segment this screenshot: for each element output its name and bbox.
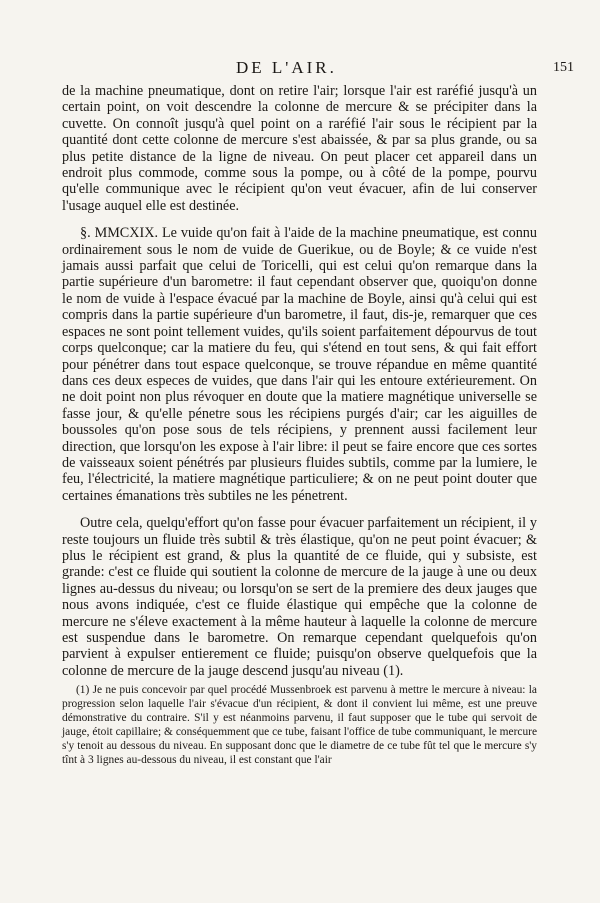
running-title: DE L'AIR. <box>236 58 337 77</box>
running-head <box>0 58 600 80</box>
paragraph-outre-cela: Outre cela, quelqu'effort qu'on fasse pour évacuer parfaitement un récipient, il y reste toujours un fluide très subtil & très élastique, qu'on ne peut point évacuer; & plus le récipient est grand, & plus la quantité de ce fluide, qui y subsiste, est grande: c'est ce fluide qui soutient la colonne de mercure de la jauge à une ou deux lignes au-dessus du niveau; ou lorsqu'on se sert de la premiere des deux jauges que nous avons indiquée, c'est ce fluide élastique qui empêche que la colonne de mercure ne s'éleve exactement à la même hauteur à laquelle la colonne de mercure est suspendue dans le barometre. On remarque cependant quelquefois qu'on parvient à expulser entierement ce fluide; puisqu'on observe quelquefois que la colonne de mercure de la jauge descend jusqu'au niveau (1). <box>62 515 537 679</box>
main-text <box>62 83 537 679</box>
footnote-1: (1) Je ne puis concevoir par quel procédé Mussenbroek est parvenu à mettre le mercure à niveau: la progression selon laquelle l'air s'évacue d'un récipient, & dont il convient lui même, est une preuve démonstrative du contraire. S'il y est néanmoins parvenu, il faut supposer que le tube qui servoit de jauge, étoit capillaire; & conséquemment que ce tube, faisant l'office de tube communiquant, le mercure s'y tenoit au dessous du niveau. En supposant donc que le diametre de ce tube fût tel que le mercure s'y tînt à 3 lignes au-dessous du niveau, il est constant que l'air <box>62 684 537 766</box>
footnote-area <box>62 683 537 767</box>
page-number: 151 <box>553 60 574 75</box>
paragraph-section-mmcxix: §. MMCXIX. Le vuide qu'on fait à l'aide de la machine pneumatique, est connu ordinairement sous le nom de vuide de Guerikue, ou de Boyle; & ce vuide n'est jamais aussi parfait que celui de Toricelli, qui est celui qu'on remarque dans la partie supérieure d'un barometre: il faut cependant observer que, quoiqu'on donne le nom de vuide à l'espace évacué par la machine de Boyle, ainsi qu'à celui qui est compris dans la partie supérieure d'un barometre, il faut, dis-je, remarquer que ces espaces ne sont point tellement vuides, qu'ils soient parfaitement dépourvus de tout corps quelconque; car la matiere du feu, qui s'étend en tout sens, & qui fait effort pour pénétrer dans tout espace quelconque, se trouve répandue en même quantité dans ces deux especes de vuides, que dans l'air qui les entoure extérieurement. On ne doit point non plus révoquer en doute que la matiere magnétique universelle se fasse jour, & qu'elle pénetre sous les récipiens purgés d'air; car les aiguilles de boussoles qu'on pose sous de tels récipiens, y prennent aussi facilement leur direction, que lorsqu'on les expose à l'air libre: il peut se faire encore que ces sortes de vaisseaux soient pénétrés par plusieurs fluides subtils, comme par la lumiere, le feu, l'électricité, la matiere magnétique particuliere; & on ne peut point douter que certaines émanations très subtiles ne les pénetrent. <box>62 225 537 504</box>
paragraph-continuation: de la machine pneumatique, dont on retire l'air; lorsque l'air est raréfié jusqu'à un certain point, on voit descendre la colonne de mercure & se précipiter dans la cuvette. On connoît jusqu'à quel point on a raréfié l'air sous le récipient par la quantité dont cette colonne de mercure s'est abaissée, & par sa plus grande, ou sa plus petite distance de la ligne de niveau. On peut placer cet appareil dans un endroit plus commode, comme sous la pompe, ou à côté de la pompe, pourvu qu'elle communique avec le récipient qu'on veut évacuer, afin de lui conserver l'usage auquel elle est destinée. <box>62 83 537 214</box>
